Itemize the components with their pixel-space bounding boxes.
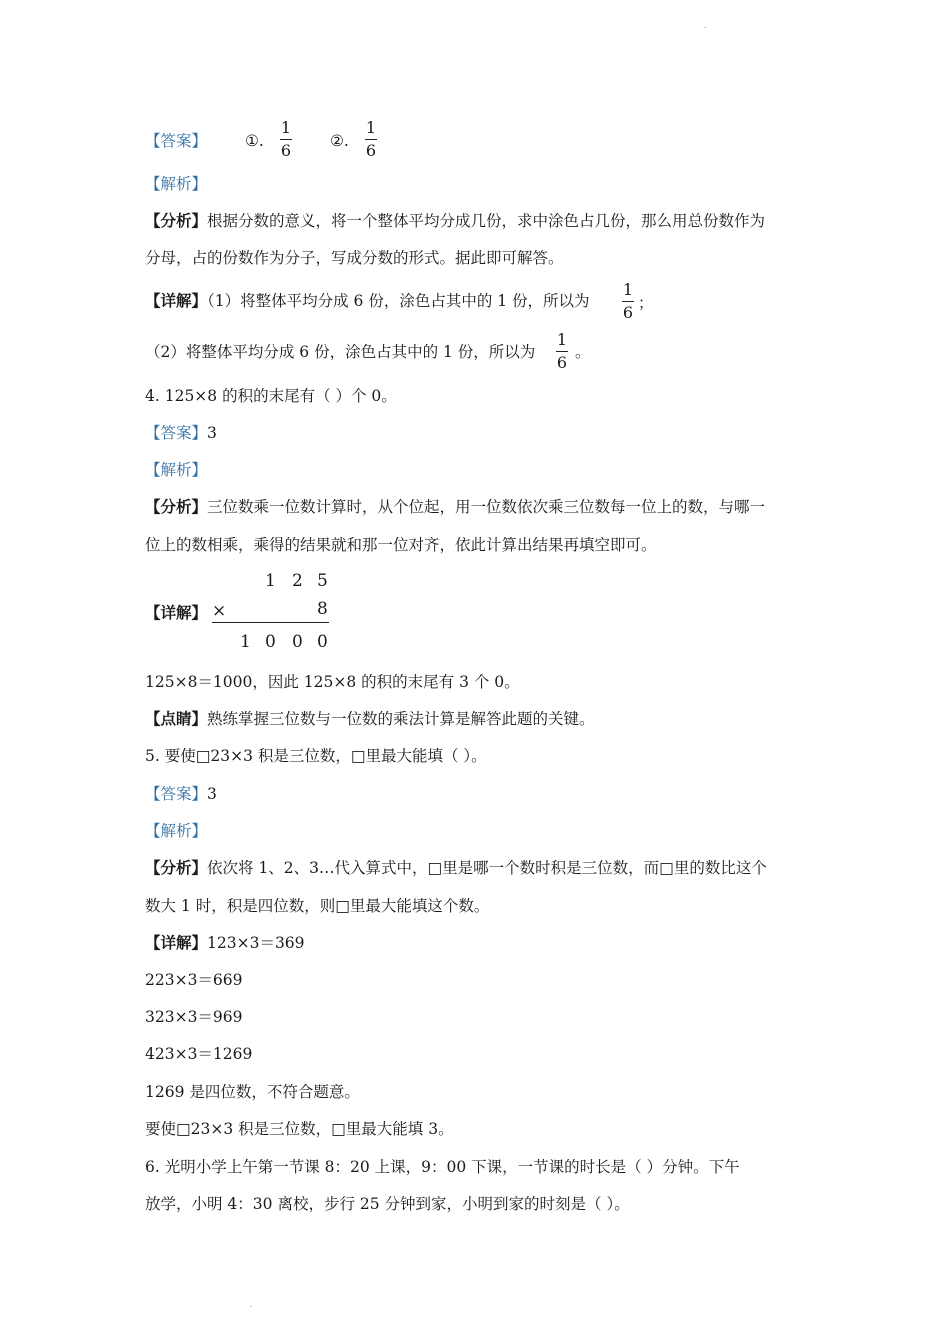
- answer-item-1: ①.: [245, 132, 264, 150]
- fenxi-line: 数大 1 时，积是四位数，则□里最大能填这个数。: [145, 897, 490, 915]
- fenxi-line: 分母，占的份数作为分子，写成分数的形式。据此即可解答。: [145, 249, 564, 267]
- mult-digit: 2: [292, 571, 303, 591]
- calc-line: 423×3＝1269: [145, 1045, 253, 1063]
- fenxi-text: 依次将 1、2、3…代入算式中，□里是哪一个数时积是三位数，而□里的数比这个: [207, 859, 767, 877]
- xiangjie-line: （2）将整体平均分成 6 份，涂色占其中的 1 份，所以为: [145, 343, 536, 361]
- fenxi-tag: 【分析】: [145, 858, 208, 877]
- scan-dot: [250, 1306, 252, 1307]
- fraction-numerator: 1: [280, 118, 292, 137]
- xiangjie-tag: 【详解】: [145, 603, 208, 622]
- question-4: 4. 125×8 的积的末尾有（ ）个 0。: [145, 387, 397, 405]
- fenxi-line: [145, 211, 765, 231]
- mult-sign: ×: [212, 601, 227, 621]
- answer-item-2: ②.: [330, 132, 349, 150]
- answer-line: [145, 784, 217, 804]
- jiexi-tag: 【解析】: [145, 822, 208, 840]
- fenxi-tag: 【分析】: [145, 211, 208, 230]
- mult-result-digit: 0: [265, 632, 276, 652]
- fenxi-line: 位上的数相乘，乘得的结果就和那一位对齐，依此计算出结果再填空即可。: [145, 536, 657, 554]
- fenxi-tag: 【分析】: [145, 497, 208, 516]
- fraction-1-6: [622, 280, 634, 323]
- xiangjie-tag: 【详解】: [145, 933, 208, 952]
- fenxi-line: [145, 858, 767, 878]
- fraction-bar: [280, 139, 292, 140]
- conclusion-text: 125×8＝1000，因此 125×8 的积的末尾有 3 个 0。: [145, 673, 520, 691]
- fraction-1-6: [280, 118, 292, 161]
- fraction-bar: [365, 139, 377, 140]
- calc-line: 323×3＝969: [145, 1008, 243, 1026]
- mult-digit: 8: [317, 599, 328, 619]
- fraction-bar: [622, 301, 634, 302]
- calc-line: 223×3＝669: [145, 971, 243, 989]
- jiexi-tag: 【解析】: [145, 175, 208, 193]
- fraction-bar: [556, 351, 568, 352]
- answer-tag: 【答案】: [145, 132, 208, 150]
- xiangjie-text: （1）将整体平均分成 6 份，涂色占其中的 1 份，所以为: [207, 292, 590, 310]
- fraction-denominator: 6: [622, 303, 634, 322]
- xiangjie-line: [145, 291, 590, 311]
- answer-value: 3: [207, 424, 217, 442]
- fraction-denominator: 6: [556, 353, 568, 372]
- dianjing-line: [145, 709, 595, 729]
- mult-digit: 5: [317, 571, 328, 591]
- fraction-numerator: 1: [365, 118, 377, 137]
- fraction-denominator: 6: [365, 141, 377, 160]
- question-6-line: 放学，小明 4：30 离校，步行 25 分钟到家，小明到家的时刻是（ ）。: [145, 1195, 630, 1213]
- fraction-numerator: 1: [622, 280, 634, 299]
- punctuation: 。: [575, 343, 591, 361]
- fenxi-text: 根据分数的意义，将一个整体平均分成几份，求中涂色占几份，那么用总份数作为: [207, 212, 766, 230]
- dianjing-tag: 【点睛】: [145, 709, 208, 728]
- answer-tag: 【答案】: [145, 424, 208, 442]
- final-text: 要使□23×3 积是三位数，□里最大能填 3。: [145, 1120, 454, 1138]
- mult-result-digit: 1: [240, 632, 251, 652]
- fenxi-text: 三位数乘一位数计算时，从个位起，用一位数依次乘三位数每一位上的数，与哪一: [207, 498, 766, 516]
- question-5: 5. 要使□23×3 积是三位数，□里最大能填（ ）。: [145, 747, 487, 765]
- mult-digit: 1: [265, 571, 276, 591]
- answer-tag: 【答案】: [145, 785, 208, 803]
- punctuation: ；: [638, 294, 654, 312]
- fraction-1-6: [556, 330, 568, 373]
- dianjing-text: 熟练掌握三位数与一位数的乘法计算是解答此题的关键。: [207, 710, 595, 728]
- mult-result-digit: 0: [292, 632, 303, 652]
- answer-line: [145, 423, 217, 443]
- fraction-denominator: 6: [280, 141, 292, 160]
- xiangjie-tag: 【详解】: [145, 291, 208, 310]
- fraction-numerator: 1: [556, 330, 568, 349]
- question-6-line: 6. 光明小学上午第一节课 8：20 上课，9：00 下课，一节课的时长是（ ）分钟。下午: [145, 1158, 740, 1176]
- calc-line: 123×3＝369: [207, 934, 305, 952]
- xiangjie-line: [145, 933, 305, 953]
- note-text: 1269 是四位数，不符合题意。: [145, 1083, 360, 1101]
- mult-result-digit: 0: [317, 632, 328, 652]
- fraction-1-6: [365, 118, 377, 161]
- jiexi-tag: 【解析】: [145, 461, 208, 479]
- scan-dot: [704, 27, 706, 28]
- answer-value: 3: [207, 785, 217, 803]
- mult-rule: [212, 622, 329, 623]
- fenxi-line: [145, 497, 765, 517]
